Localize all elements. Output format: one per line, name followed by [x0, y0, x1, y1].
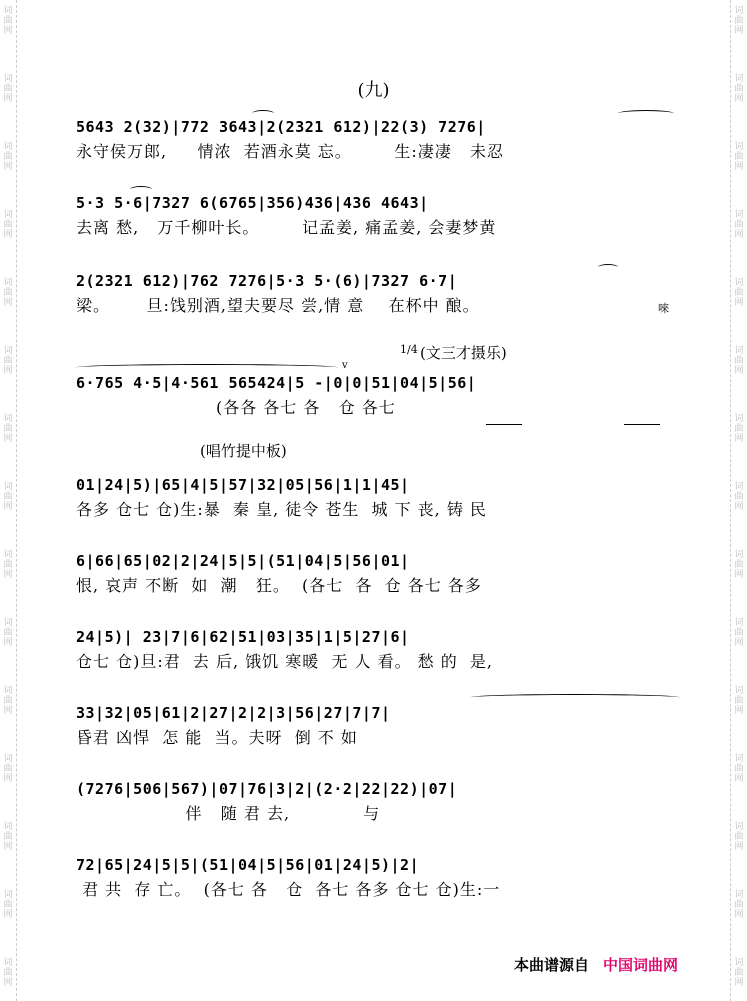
- lyric-line: 昏君 凶悍 怎 能 当。夫呀 倒 不 如: [76, 728, 358, 747]
- notation-line: 01|24|5)|65|4|5|57|32|05|56|1|1|45|: [76, 476, 410, 494]
- lyric-underline: [486, 424, 522, 425]
- lines-tag: v: [342, 360, 348, 371]
- source-credit: 本曲谱源自 中国词曲网: [514, 956, 679, 974]
- notation-line: 6·765 4·5|4·561 565424|5 -|0|0|51|04|5|56|: [76, 374, 477, 392]
- notation-line: 5643 2(32)|772 3643|2(2321 612)|22(3) 7276|: [76, 118, 486, 136]
- lyric-line: 伴 随 君 去, 与: [76, 804, 381, 823]
- notation-line: 72|65|24|5|5|(51|04|5|56|01|24|5)|2|: [76, 856, 420, 874]
- tempo-mark: (文三才摄乐): [420, 344, 507, 362]
- left-dashed-border: [16, 0, 17, 1001]
- slur-mark: [76, 364, 338, 371]
- notation-line: 2(2321 612)|762 7276|5·3 5·(6)|7327 6·7|: [76, 272, 458, 290]
- slur-mark: [618, 110, 674, 117]
- slur-mark: [252, 110, 274, 117]
- score-system-5: [76, 472, 690, 522]
- watermark-right: 词曲网 词曲网 词曲网 词曲网 词曲网 词曲网 词曲网 词曲网 词曲网 词曲网 词曲网 词曲网 词曲网 词曲网 词曲网: [734, 6, 744, 988]
- right-dashed-border: [730, 0, 731, 1001]
- slur-mark: [130, 186, 152, 193]
- lyric-line: 各多 仓七 仓)生:暴 秦 皇, 徒令 苍生 城 下 丧, 铸 民: [76, 500, 487, 519]
- lyric-line: 永守侯万郎, 情浓 若酒永莫 忘。 生:凄凄 未忍: [76, 142, 505, 161]
- score-system-6: [76, 548, 690, 598]
- score-system-7: [76, 624, 690, 674]
- score-system-9: [76, 776, 690, 826]
- score-system-1: [76, 114, 690, 164]
- lyric-line: (各各 各七 各 仓 各七: [76, 398, 396, 417]
- score-system-3: [76, 268, 690, 318]
- lyric-line: 恨, 哀声 不断 如 潮 狂。 (各七 各 仓 各七 各多: [76, 576, 482, 595]
- bang-marker: (唱竹提中板): [200, 442, 287, 460]
- score-system-4: [76, 370, 690, 420]
- lyric-line: 仓七 仓)旦:君 去 后, 饿饥 寒暖 无 人 看。 愁 的 是,: [76, 652, 494, 671]
- score-system-2: [76, 190, 690, 240]
- notation-line: 33|32|05|61|2|27|2|2|3|56|27|7|7|: [76, 704, 391, 722]
- score-system-8: [76, 700, 690, 750]
- site-name[interactable]: 中国词曲网: [603, 956, 679, 974]
- lyric-underline: [624, 424, 660, 425]
- watermark-left: 词曲网 词曲网 词曲网 词曲网 词曲网 词曲网 词曲网 词曲网 词曲网 词曲网 词曲网 词曲网 词曲网 词曲网 词曲网: [3, 6, 13, 988]
- notation-line: 24|5)| 23|7|6|62|51|03|35|1|5|27|6|: [76, 628, 410, 646]
- section-title: (九): [357, 80, 390, 101]
- slur-mark: [470, 694, 680, 701]
- lyric-line: 君 共 存 亡。 (各七 各 仓 各七 各多 仓七 仓)生:一: [76, 880, 501, 899]
- time-signature: 1/4: [400, 343, 418, 356]
- slur-mark: [598, 264, 618, 271]
- notation-line: (7276|506|567)|07|76|3|2|(2·2|22|22)|07|: [76, 780, 458, 798]
- score-system-10: [76, 852, 690, 902]
- notation-line: 5·3 5·6|7327 6(6765|356)436|436 4643|: [76, 194, 429, 212]
- notation-line: 6|66|65|02|2|24|5|5|(51|04|5|56|01|: [76, 552, 410, 570]
- lyric-line: 去离 愁, 万千柳叶长。 记孟姜, 痛孟姜, 会妻梦黄: [76, 218, 497, 237]
- voc-mark: 唻: [658, 302, 669, 315]
- lyric-line: 梁。 旦:饯别酒,望夫要尽 尝,情 意 在杯中 酿。: [76, 296, 480, 315]
